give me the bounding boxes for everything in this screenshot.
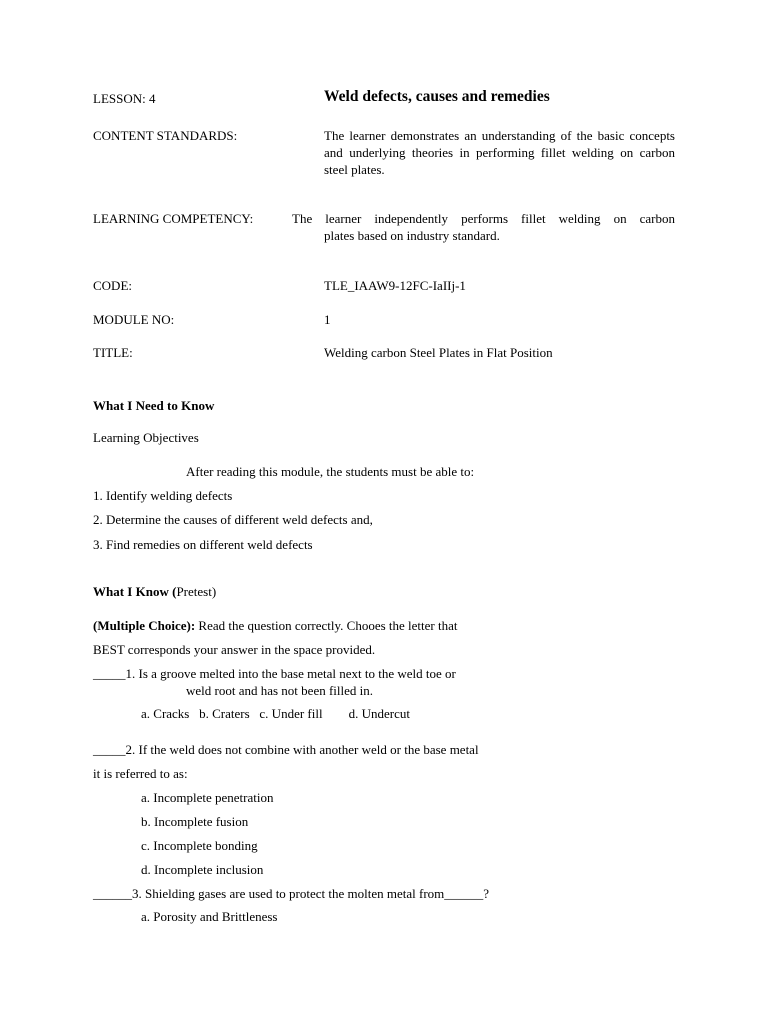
learning-competency-label: LEARNING COMPETENCY: bbox=[93, 211, 254, 226]
objective-item: 1. Identify welding defects bbox=[93, 488, 233, 503]
pretest-heading-rest: Pretest) bbox=[176, 584, 217, 599]
question-2-choice-a: a. Incomplete penetration bbox=[141, 790, 274, 805]
question-3-choice-a: a. Porosity and Brittleness bbox=[141, 909, 278, 924]
question-1-choices: a. Cracks b. Craters c. Under fill d. Undercut bbox=[141, 706, 410, 721]
title-value: Welding carbon Steel Plates in Flat Position bbox=[324, 345, 553, 360]
pretest-heading-bold: What I Know ( bbox=[93, 584, 177, 599]
content-standards-label: CONTENT STANDARDS: bbox=[93, 128, 238, 143]
question-2-line1: _____2. If the weld does not combine with another weld or the base metal bbox=[93, 742, 479, 757]
learning-competency-text-line2: plates based on industry standard. bbox=[324, 228, 500, 243]
lesson-label: LESSON: 4 bbox=[93, 91, 156, 106]
lesson-title: Weld defects, causes and remedies bbox=[324, 88, 550, 105]
objectives-intro: After reading this module, the students must be able to: bbox=[186, 464, 475, 479]
question-2-choice-c: c. Incomplete bonding bbox=[141, 838, 258, 853]
content-standards-text: The learner demonstrates an understanding of the basic concepts and underlying theories in performing fillet welding on carbon steel plates. bbox=[324, 128, 675, 177]
learning-objectives-subheading: Learning Objectives bbox=[93, 430, 199, 445]
pretest-heading bbox=[93, 583, 216, 600]
learning-competency-text-line1: The learner independently performs fillet welding on carbon bbox=[292, 211, 675, 226]
objective-item: 3. Find remedies on different weld defects bbox=[93, 537, 313, 552]
module-value: 1 bbox=[324, 312, 331, 327]
code-label: CODE: bbox=[93, 278, 132, 293]
pretest-instruction-text: Read the question correctly. Chooes the letter that bbox=[195, 618, 458, 633]
question-2-line2: it is referred to as: bbox=[93, 766, 188, 781]
need-to-know-heading: What I Need to Know bbox=[93, 398, 215, 413]
module-label: MODULE NO: bbox=[93, 312, 175, 327]
question-2-choice-b: b. Incomplete fusion bbox=[141, 814, 249, 829]
question-1-line1: _____1. Is a groove melted into the base metal next to the weld toe or bbox=[93, 666, 456, 681]
question-1-line2: weld root and has not been filled in. bbox=[186, 683, 374, 698]
question-3-line1: ______3. Shielding gases are used to protect the molten metal from______? bbox=[93, 886, 490, 901]
objective-item: 2. Determine the causes of different weld defects and, bbox=[93, 512, 373, 527]
question-2-choice-d: d. Incomplete inclusion bbox=[141, 862, 264, 877]
pretest-instruction-line2: BEST corresponds your answer in the space provided. bbox=[93, 642, 376, 657]
title-label: TITLE: bbox=[93, 345, 133, 360]
pretest-instruction-line1 bbox=[93, 617, 458, 634]
pretest-instruction-bold: (Multiple Choice): bbox=[93, 618, 196, 633]
code-value: TLE_IAAW9-12FC-IaIIj-1 bbox=[324, 278, 466, 293]
